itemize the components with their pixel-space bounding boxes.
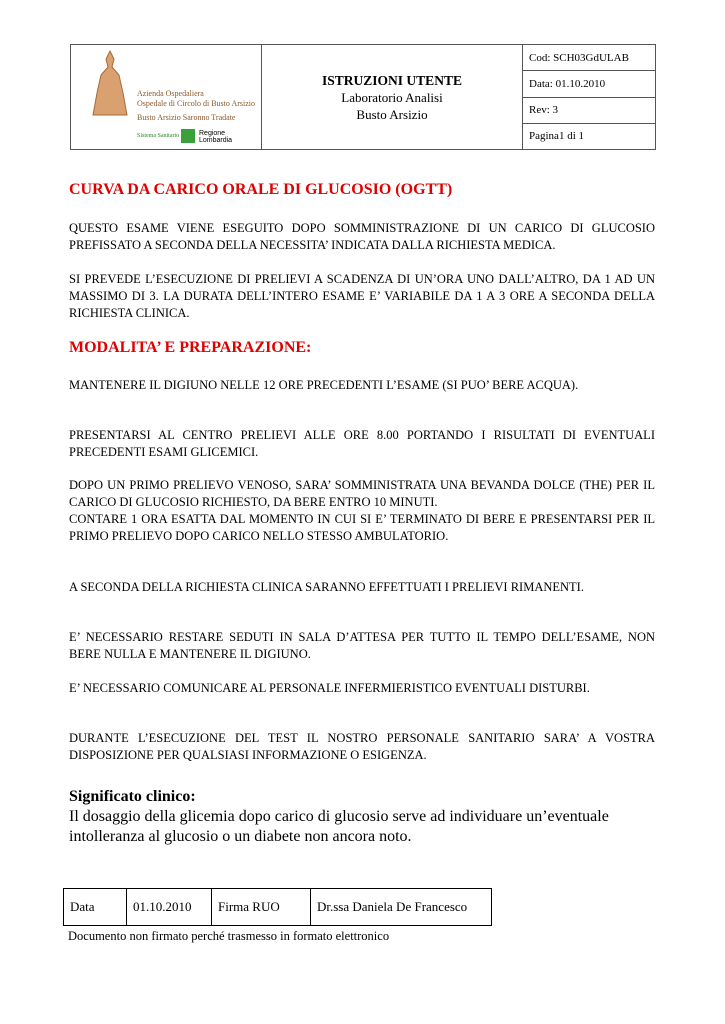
signature-label: Firma RUO: [212, 889, 311, 926]
paragraph: DURANTE L’ESECUZIONE DEL TEST IL NOSTRO PERSONALE SANITARIO SARA’ A VOSTRA DISPOSIZIONE PER QUALSIASI INFORMAZIONE O ESIGENZA.: [69, 731, 655, 762]
logo-line: Azienda Ospedaliera: [137, 89, 204, 98]
paragraph: E’ NECESSARIO RESTARE SEDUTI IN SALA D’ATTESA PER TUTTO IL TEMPO DELL’ESAME, NON BERE NULLA E MANTENERE IL DIGIUNO.: [69, 630, 655, 661]
doc-subtitle: Busto Arsizio: [356, 106, 428, 122]
signature-table: [63, 888, 492, 926]
paragraph: A SECONDA DELLA RICHIESTA CLINICA SARANNO EFFETTUATI I PRELIEVI RIMANENTI.: [69, 580, 584, 594]
doc-date: Data: 01.10.2010: [523, 71, 655, 97]
date-label: Data: [64, 889, 127, 926]
madonna-statue-icon: [87, 49, 133, 117]
paragraph: E’ NECESSARIO COMUNICARE AL PERSONALE INFERMIERISTICO EVENTUALI DISTURBI.: [69, 681, 590, 695]
paragraph: MANTENERE IL DIGIUNO NELLE 12 ORE PRECEDENTI L’ESAME (SI PUO’ BERE ACQUA).: [69, 378, 579, 392]
clinical-significance: [69, 787, 659, 847]
paragraph: QUESTO ESAME VIENE ESEGUITO DOPO SOMMINISTRAZIONE DI UN CARICO DI GLUCOSIO PREFISSATO A SECONDA DELLA NECESSITA’ INDICATA DALLA RICHIESTA MEDICA.: [69, 221, 655, 252]
regione-lombardia-icon: [181, 129, 195, 143]
section-title: CURVA DA CARICO ORALE DI GLUCOSIO (OGTT): [69, 181, 453, 198]
doc-subtitle: Laboratorio Analisi: [341, 89, 443, 105]
doc-code: Cod: SCH03GdULAB: [523, 45, 655, 71]
hospital-logo: [71, 45, 262, 149]
doc-title: ISTRUZIONI UTENTE: [322, 72, 462, 88]
paragraph: CONTARE 1 ORA ESATTA DAL MOMENTO IN CUI SI E’ TERMINATO DI BERE E PRESENTARSI PER IL PRIMO PRELIEVO DOPO CARICO NELLO STESSO AMBULATORIO.: [69, 512, 655, 543]
doc-page: Pagina1 di 1: [529, 130, 584, 143]
paragraph: Il dosaggio della glicemia dopo carico di glucosio serve ad individuare un’eventuale intolleranza al glucosio o un diabete non ancora noto.: [69, 808, 609, 845]
paragraph: DOPO UN PRIMO PRELIEVO VENOSO, SARA’ SOMMINISTRATA UNA BEVANDA DOLCE (THE) PER IL CARICO DI GLUCOSIO RICHIESTO, DA BERE ENTRO 10 MINUTI.: [69, 478, 655, 509]
section-title: MODALITA’ E PREPARAZIONE:: [69, 339, 312, 356]
header-table: [70, 44, 656, 150]
logo-line: Busto Arsizio Saronno Tradate: [137, 113, 236, 122]
paragraph: SI PREVEDE L’ESECUZIONE DI PRELIEVI A SCADENZA DI UN’ORA UNO DALL’ALTRO, DA 1 AD UN MASSIMO DI 3. LA DURATA DELL’INTERO ESAME E’ VARIABILE DA 1 A 3 ORE A SECONDA DELLA RICHIESTA CLINICA.: [69, 272, 655, 320]
paragraph: PRESENTARSI AL CENTRO PRELIEVI ALLE ORE 8.00 PORTANDO I RISULTATI DI EVENTUALI PRECEDENTI ESAMI GLICEMICI.: [69, 428, 655, 459]
date-value: 01.10.2010: [127, 889, 212, 926]
signature-value: Dr.ssa Daniela De Francesco: [311, 889, 492, 926]
logo-line: Ospedale di Circolo di Busto Arsizio: [137, 99, 255, 108]
logo-footer: Sistema Sanitario: [137, 133, 180, 139]
footer-note: Documento non firmato perché trasmesso in formato elettronico: [68, 929, 390, 943]
section-heading: Significato clinico:: [69, 788, 196, 805]
logo-footer: Regione Lombardia: [199, 130, 233, 144]
doc-rev: Rev: 3: [523, 98, 655, 124]
